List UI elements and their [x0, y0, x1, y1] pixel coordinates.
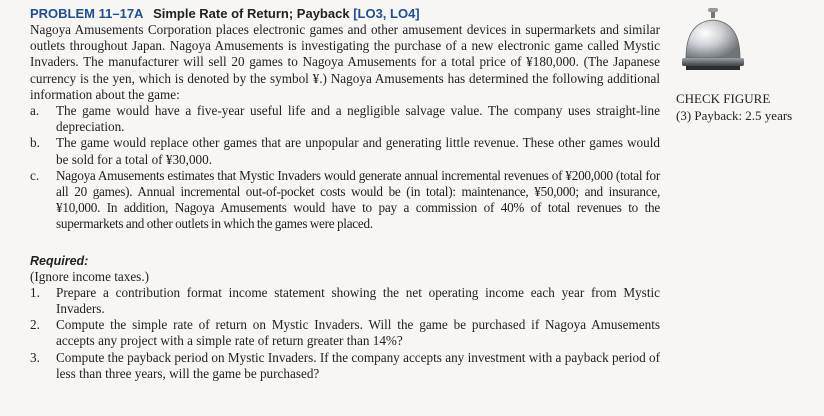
problem-intro: Nagoya Amusements Corporation places electronic games and other amusement devices in supermarkets and similar outlets throughout Japan. Nagoya Amusements is investigating the purchase of a new electronic game called Mystic Invaders. The manufacturer will sell 20 games to Nagoya Amusements for a total price of ¥180,000. (The Japanese currency is the yen, which is denoted by the symbol ¥.) Nagoya Amusements has determined the following additional information about the game: [30, 22, 660, 102]
required-heading: Required: [30, 253, 89, 268]
fact-item [30, 135, 660, 167]
problem-number: PROBLEM 11–17A [30, 6, 144, 21]
required-item-text: Prepare a contribution format income statement showing the net operating income each year from Mystic Invaders. [56, 284, 660, 317]
fact-text: The game would replace other games that are unpopular and generating little revenue. These other games would be sold for a total of ¥30,000. [56, 135, 660, 167]
required-item-label: 3. [30, 349, 40, 365]
check-figure-text: (3) Payback: 2.5 years [676, 107, 793, 123]
required-item [30, 317, 660, 349]
required-note: (Ignore income taxes.) [30, 268, 150, 284]
fact-label: a. [30, 103, 40, 119]
check-figure [676, 91, 792, 124]
fact-label: c. [30, 167, 40, 183]
service-bell-icon [678, 8, 748, 74]
fact-item [30, 103, 660, 135]
problem-body [30, 6, 660, 382]
required-item-label: 1. [30, 284, 40, 300]
required-item-text: Compute the payback period on Mystic Invaders. If the company accepts any investment with a payback period of less than three years, will the game be purchased? [56, 349, 660, 381]
facts-list [30, 103, 660, 233]
fact-label: b. [30, 135, 40, 151]
problem-title: Simple Rate of Return; Payback [153, 6, 350, 21]
learning-objectives: [LO3, LO4] [353, 6, 420, 21]
required-item-text: Compute the simple rate of return on Mystic Invaders. Will the game be purchased if Nagoya Amusements accepts any project with a simple rate of return greater than 14%? [56, 317, 660, 349]
fact-item [30, 168, 660, 233]
required-item [30, 285, 660, 317]
required-item [30, 350, 660, 382]
fact-text: Nagoya Amusements estimates that Mystic Invaders would generate annual incremental revenues of ¥200,000 (total for all 20 games). Annual incremental out-of-pocket costs would be (in total): maintenance, ¥50,000; and insurance, ¥10,000. In addition, Nagoya Amusements would have to pay a commission of 40% of total revenues to the supermarkets and other outlets in which the games were placed. [56, 167, 660, 232]
fact-text: The game would have a five-year useful life and a negligible salvage value. The company uses straight-line depreciation. [56, 103, 660, 135]
problem-heading [30, 6, 660, 22]
required-item-label: 2. [30, 317, 40, 333]
check-figure-title: CHECK FIGURE [676, 91, 771, 106]
required-list [30, 285, 660, 382]
